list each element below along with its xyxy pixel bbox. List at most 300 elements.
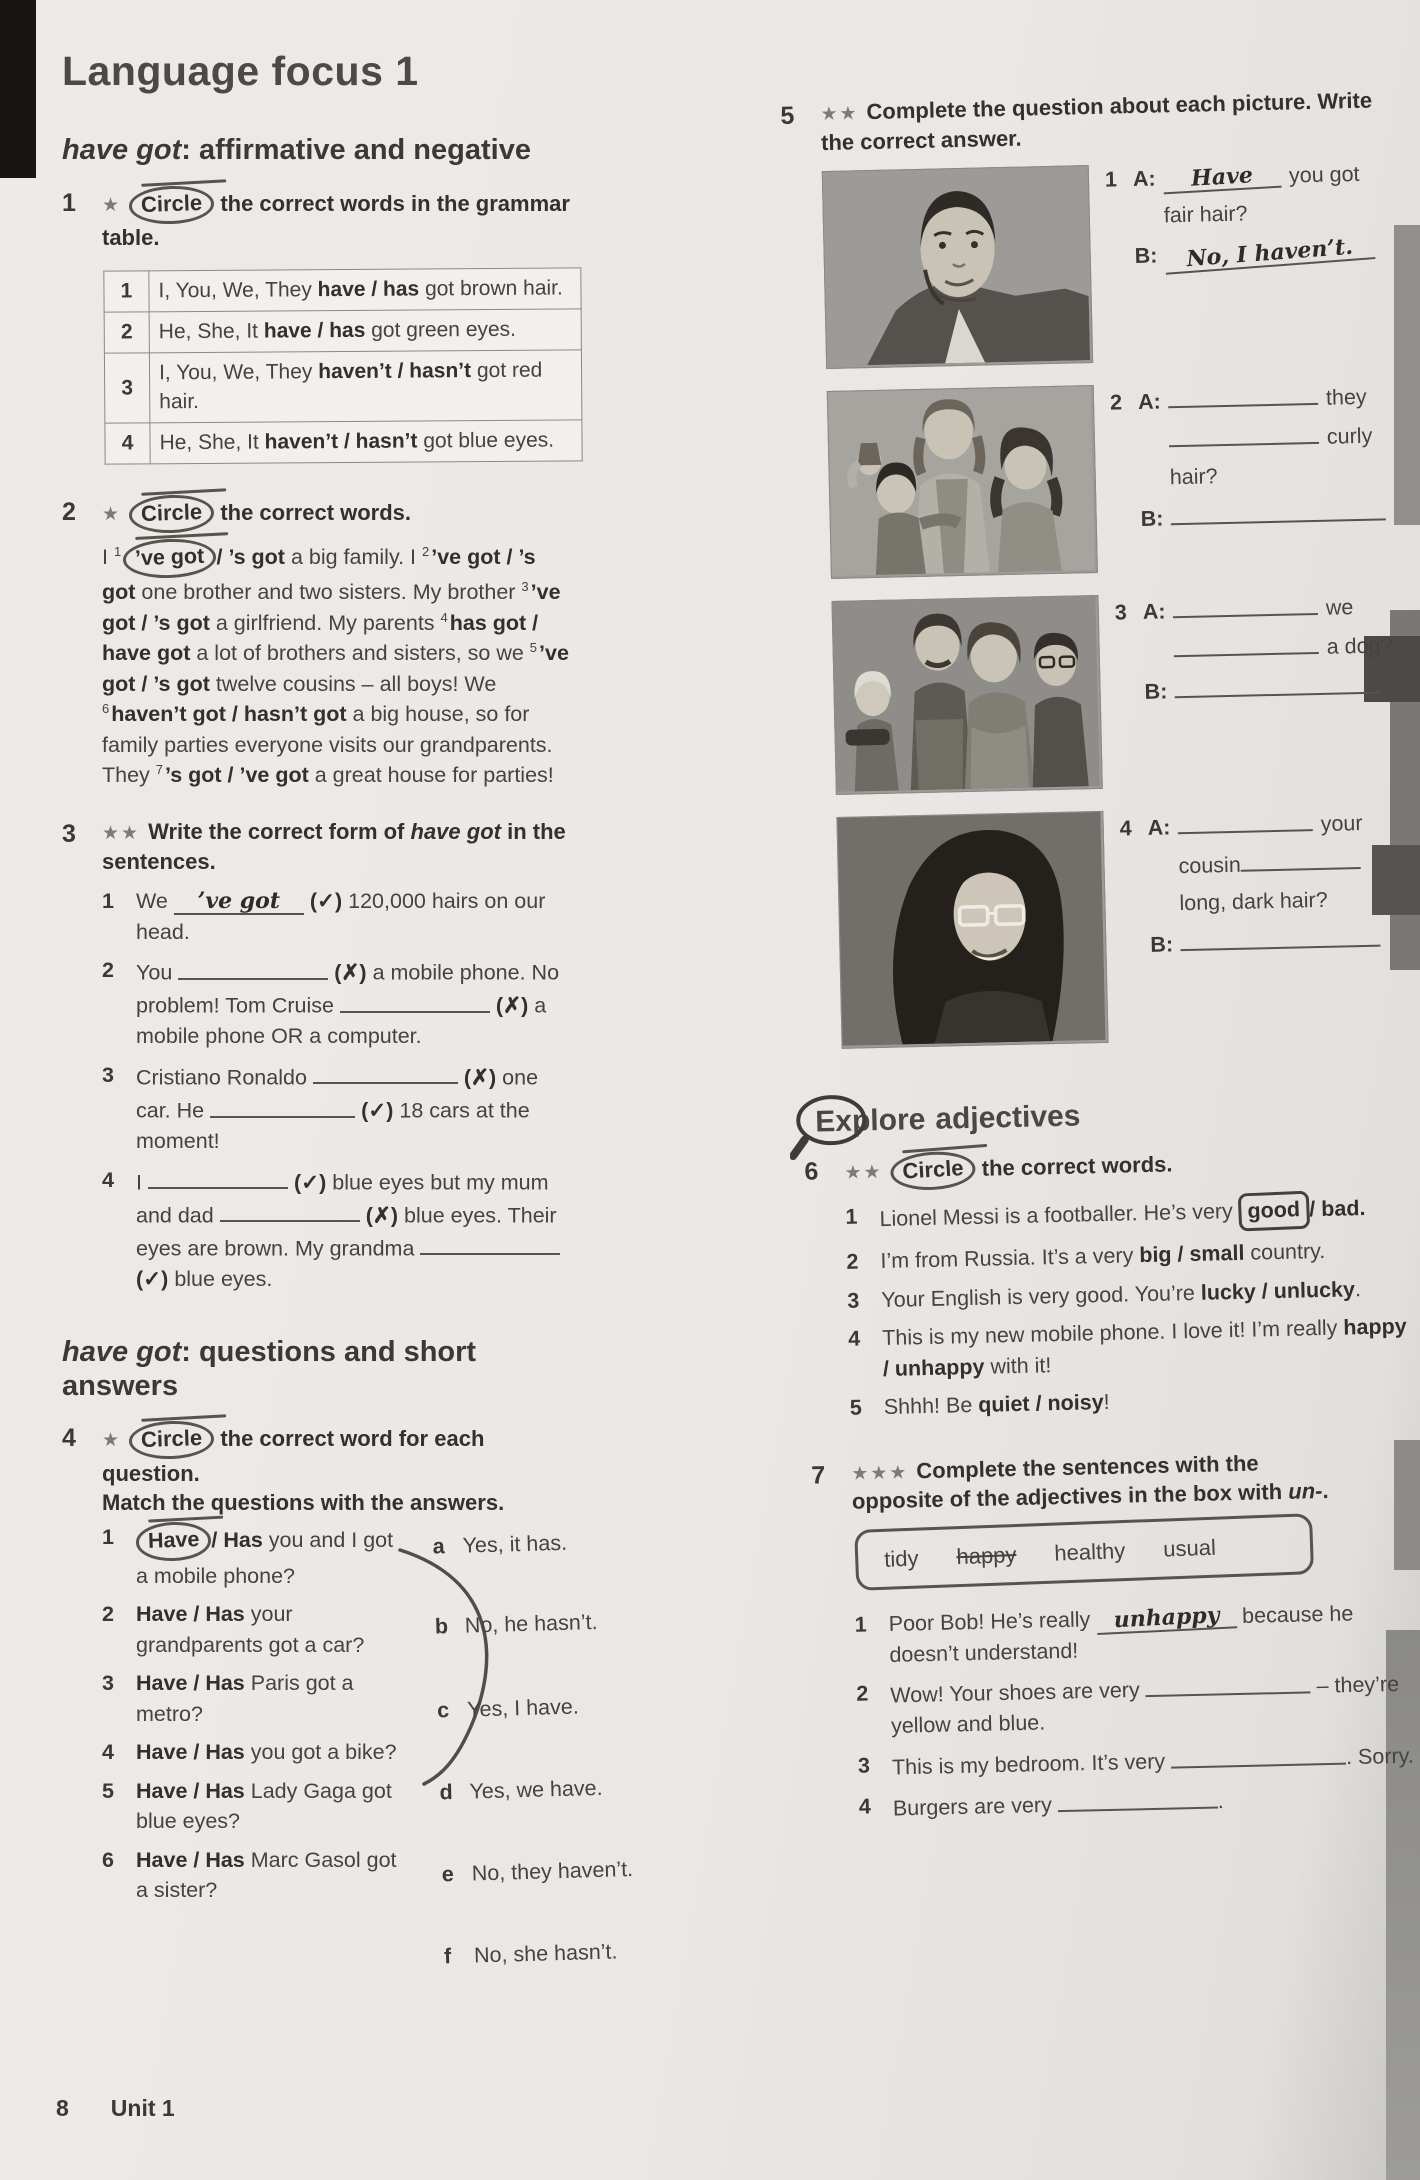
- item-text: [136, 886, 572, 947]
- exercise-3: [62, 817, 572, 1303]
- answer-item: [434, 1607, 597, 1642]
- item-number: 1: [845, 1204, 858, 1229]
- text: blue eyes. Their eyes are brown. My grandma: [136, 1203, 557, 1261]
- answer-blank: [174, 890, 304, 915]
- dialogue-line: [1110, 379, 1388, 418]
- dialogue-line: [1121, 883, 1399, 920]
- answer-letter: c: [436, 1698, 450, 1723]
- dialogue-line: [1120, 844, 1398, 883]
- speaker-b-label: B:: [1144, 679, 1168, 705]
- item-text: [136, 955, 572, 1052]
- answer-blank: [1174, 669, 1380, 698]
- circle-keyword: Circle: [890, 1149, 977, 1192]
- text: Poor Bob! He’s really: [888, 1607, 1097, 1637]
- item-number: 1: [1104, 167, 1118, 193]
- text: .: [1354, 1276, 1362, 1301]
- row-pre: He, She, It: [158, 319, 264, 344]
- choice: Have / Has: [136, 1778, 245, 1803]
- choice: / bad.: [1308, 1195, 1366, 1221]
- text: country.: [1244, 1239, 1326, 1265]
- picture-2: [827, 385, 1098, 579]
- title-text: in the sentences.: [102, 818, 566, 874]
- exercise-7: [811, 1445, 1419, 1834]
- spacer: [1107, 263, 1135, 264]
- dialogue-2: [1094, 379, 1391, 574]
- explore-topic: adjectives: [934, 1099, 1081, 1137]
- item-number: 4: [102, 1740, 114, 1765]
- sentence-item: [846, 1234, 1407, 1277]
- circled-answer: ’ve got: [123, 537, 218, 579]
- title-text: Complete the sentences with the: [916, 1450, 1259, 1484]
- dialogue-line: [1106, 236, 1384, 273]
- picture-question-row: [832, 589, 1396, 796]
- circle-keyword: Circle: [128, 184, 214, 225]
- item-number: 2: [102, 958, 114, 983]
- prefix-italic: un-: [1287, 1478, 1323, 1505]
- text: . Sorry.: [1345, 1743, 1415, 1770]
- item-number: 5: [102, 1778, 114, 1803]
- text: a mobile phone. No problem! Tom Cruise: [136, 960, 560, 1018]
- section-heading-affirmative: [62, 134, 572, 167]
- word-healthy: healthy: [1053, 1538, 1126, 1566]
- exercise-6-number: 6: [804, 1157, 819, 1186]
- item-number: 3: [847, 1288, 860, 1313]
- cross-mark: (✗): [334, 960, 367, 985]
- text: opposite of the adjectives in the box with: [851, 1479, 1289, 1515]
- speaker-b-label: B:: [1140, 506, 1164, 531]
- table-row: [105, 420, 582, 464]
- table-row: [104, 268, 581, 312]
- speaker-a-label: A:: [1147, 815, 1171, 840]
- speaker-a-label: A:: [1137, 389, 1162, 414]
- difficulty-stars: ★★: [820, 103, 859, 126]
- spacer: [1117, 699, 1145, 700]
- text: your: [1320, 810, 1363, 836]
- answer-blank: [420, 1231, 560, 1256]
- adjective-word-box: [854, 1513, 1314, 1591]
- item-text: [136, 1845, 402, 1906]
- choice-number: 1: [113, 543, 122, 559]
- sentence-item: [856, 1666, 1417, 1742]
- row-post: got brown hair.: [419, 276, 563, 301]
- text: Shhh! Be: [883, 1393, 979, 1420]
- text: a great house for parties!: [308, 763, 554, 788]
- exercise-3-number: 3: [62, 819, 76, 848]
- answer-item: [439, 1773, 603, 1808]
- answer-text: Yes, I have.: [466, 1694, 580, 1722]
- text: Marc Gasol got a sister?: [136, 1847, 397, 1903]
- exercise-2-title: [102, 495, 572, 533]
- choice: Have / Has: [136, 1847, 245, 1872]
- dialogue-line: [1106, 195, 1384, 232]
- cross-mark: (✗): [495, 993, 529, 1018]
- speaker-a-label: A:: [1132, 166, 1156, 192]
- speaker-b-label: B:: [1134, 243, 1158, 269]
- cross-mark: (✗): [365, 1203, 399, 1228]
- choice-sep: /: [211, 1528, 224, 1553]
- text: a big house, so for family parties everyone visits our grandparents. They: [102, 702, 553, 788]
- woman-long-hair-glasses-illustration: [837, 812, 1105, 1046]
- title-text: the correct words.: [975, 1151, 1173, 1181]
- row-pre: I, You, We, They: [158, 278, 318, 303]
- magnifier-icon: [789, 1093, 874, 1161]
- answer-text: No, he hasn’t.: [464, 1609, 598, 1638]
- answer-blank: [1240, 845, 1361, 872]
- row-number: 4: [105, 423, 150, 464]
- item-number: 1: [102, 1525, 114, 1550]
- item-text: [880, 1234, 1407, 1276]
- sentence-item: [102, 886, 572, 947]
- page-number: 8: [56, 2095, 69, 2121]
- choice: haven’t got / hasn’t got: [111, 702, 347, 727]
- answer-blank: [1145, 1669, 1311, 1697]
- title-text: Complete the question about each picture. Write the correct answer.: [820, 87, 1373, 155]
- difficulty-stars: ★: [102, 504, 122, 525]
- choice: big / small: [1139, 1240, 1245, 1268]
- dialogue-line: [1105, 159, 1383, 196]
- text: This is my new mobile phone. I love it! I’m really: [881, 1315, 1344, 1351]
- sentence-item: [102, 1060, 572, 1157]
- item-text: [892, 1738, 1419, 1783]
- difficulty-stars: ★: [102, 1430, 122, 1451]
- exercise-6-title: [844, 1141, 1405, 1191]
- text: I: [136, 1170, 148, 1195]
- scan-edge-strip: [1394, 225, 1420, 525]
- answer-text: No, she hasn’t.: [473, 1939, 618, 1968]
- text: curly: [1326, 423, 1373, 449]
- difficulty-stars: ★: [102, 194, 122, 216]
- exercise-1: [62, 186, 572, 469]
- dialogue-line: [1116, 669, 1394, 708]
- text: one car. He: [136, 1065, 539, 1123]
- text: one brother and two sisters. My brother: [135, 580, 522, 605]
- item-number: 2: [1109, 390, 1123, 415]
- dialogue-3: [1098, 589, 1395, 790]
- item-number: 2: [846, 1249, 859, 1274]
- sentence-item: [845, 1189, 1406, 1239]
- row-choice: have / has: [263, 318, 366, 343]
- title-text: Write the correct form of: [148, 818, 411, 844]
- choice-number: 3: [521, 579, 529, 595]
- circle-keyword: Circle: [128, 1420, 214, 1461]
- heading-rest: : questions and short answers: [62, 1336, 477, 1402]
- text: you got: [1288, 162, 1360, 188]
- item-text: [890, 1666, 1417, 1742]
- text: your grandparents got a car?: [136, 1602, 365, 1657]
- text: Lady Gaga got blue eyes?: [136, 1778, 392, 1834]
- item-text: [136, 1060, 572, 1157]
- exercise-4-number: 4: [62, 1424, 76, 1452]
- answer-blank: [178, 955, 328, 980]
- exercise-1-title: [102, 186, 572, 253]
- tick-mark: (✓): [361, 1098, 394, 1123]
- answer-blank: [1177, 807, 1313, 835]
- sentence-item: [847, 1273, 1408, 1316]
- answer-blank: [1173, 629, 1319, 657]
- grammar-table: [103, 267, 582, 464]
- answer-blank: [148, 1165, 288, 1190]
- dialogue-line: [1112, 495, 1390, 534]
- answer-blank: [1162, 163, 1281, 194]
- word-tidy: tidy: [883, 1545, 919, 1572]
- sentence-item: [102, 955, 572, 1052]
- dialogue-line: [1111, 457, 1389, 494]
- exercise-4: [62, 1421, 634, 2002]
- tick-mark: (✓): [136, 1266, 169, 1291]
- text: a big family. I: [284, 544, 422, 569]
- answer-blank: [1057, 1784, 1218, 1812]
- text: .: [1217, 1789, 1224, 1814]
- table-row: [104, 349, 581, 423]
- row-pre: I, You, We, They: [158, 359, 319, 384]
- answer-item: [441, 1854, 633, 1890]
- answer-letter: e: [441, 1862, 455, 1887]
- text: cousin: [1178, 852, 1242, 879]
- text: a mobile phone OR a computer.: [136, 993, 547, 1049]
- text: I: [102, 544, 114, 569]
- exercise-4-title: [102, 1421, 572, 1518]
- answer-blank: [1170, 495, 1386, 524]
- answer-item: [437, 1692, 579, 1726]
- row-post: got blue eyes.: [417, 428, 555, 453]
- tick-mark: (✓): [293, 1170, 327, 1195]
- choice: ’ve got / ’s got: [102, 641, 569, 696]
- heading-italic-part: have got: [62, 134, 182, 167]
- exercise-5-number: 5: [780, 101, 795, 131]
- choice: happy / unhappy: [882, 1314, 1407, 1381]
- item-number: 5: [849, 1395, 863, 1421]
- text: blue eyes.: [168, 1266, 273, 1291]
- mother-with-children-waving-illustration: [828, 386, 1095, 576]
- sentence-item: [859, 1779, 1420, 1825]
- answer-item: [432, 1528, 567, 1562]
- dialogue-line: [1119, 805, 1397, 844]
- exercise-3-title: [102, 817, 572, 876]
- word-happy-crossed: happy: [956, 1542, 1017, 1570]
- answer-letter: f: [443, 1944, 452, 1969]
- text: Paris got a metro?: [136, 1671, 354, 1726]
- exercise-2: [62, 495, 572, 791]
- text: they: [1325, 384, 1367, 410]
- question-item: [102, 1845, 402, 1906]
- choice: ’ve got / ’s got: [102, 544, 536, 605]
- text: you and I got a mobile phone?: [136, 1528, 394, 1588]
- speaker-a-label: A:: [1142, 599, 1166, 624]
- exercise-2-number: 2: [62, 498, 76, 526]
- sentence-item: [849, 1380, 1410, 1423]
- dialogue-4: [1103, 805, 1401, 1044]
- answer-blank: [220, 1198, 360, 1223]
- row-choice: have / has: [317, 277, 420, 302]
- family-group-with-grandmother-illustration: [833, 596, 1100, 792]
- row-text: [149, 349, 581, 423]
- item-text: [893, 1779, 1420, 1824]
- young-man-portrait-illustration: [823, 166, 1090, 366]
- item-number: 3: [102, 1062, 114, 1087]
- cross-mark: (✗): [463, 1065, 497, 1090]
- explore-word: Explore: [814, 1103, 926, 1139]
- circle-keyword: Circle: [128, 494, 214, 535]
- text: hair?: [1169, 463, 1218, 489]
- sentence-item: [858, 1738, 1419, 1784]
- right-column: [780, 85, 1420, 1859]
- choice-number: 6: [102, 701, 110, 717]
- exercise-5-title: [820, 85, 1381, 157]
- text: twelve cousins – all boys! We: [209, 671, 497, 696]
- speaker-b-label: B:: [1150, 931, 1174, 957]
- answer-letter: a: [432, 1534, 445, 1559]
- item-number: 3: [857, 1753, 871, 1778]
- text: 18 cars at the moment!: [136, 1098, 530, 1154]
- item-number: 4: [102, 1167, 114, 1192]
- text: we: [1325, 595, 1354, 620]
- choice: quiet / noisy: [977, 1390, 1104, 1418]
- unit-label: Unit 1: [110, 2095, 175, 2121]
- text: you got a bike?: [244, 1740, 397, 1765]
- answer-blank: [340, 988, 490, 1013]
- difficulty-stars: ★★★: [851, 1462, 909, 1485]
- item-number: 1: [102, 889, 114, 914]
- item-number: 2: [102, 1602, 114, 1627]
- matching-grid: [102, 1522, 634, 2002]
- text: fair hair?: [1163, 201, 1248, 228]
- match-line-question1-to-d: [342, 1538, 512, 1808]
- answer-letter: b: [434, 1614, 449, 1639]
- exercise-1-number: 1: [62, 188, 76, 217]
- text: a girlfriend. My parents: [209, 610, 441, 635]
- answer-letter: d: [439, 1780, 453, 1805]
- text: a dog?: [1326, 633, 1393, 659]
- row-choice: haven’t / hasn’t: [318, 358, 472, 383]
- row-number: 1: [104, 271, 149, 312]
- spacer: [1123, 951, 1151, 952]
- answer-blank: [1168, 380, 1319, 408]
- row-pre: He, She, It: [159, 430, 265, 455]
- spacer: [1113, 526, 1141, 527]
- row-text: [149, 309, 581, 353]
- answer-blank: [1180, 922, 1381, 951]
- choice-number: 7: [155, 762, 164, 778]
- difficulty-stars: ★★: [102, 822, 141, 844]
- item-text: [883, 1380, 1410, 1422]
- heading-italic-part: have got: [62, 1336, 182, 1369]
- page-title: Language focus 1: [62, 48, 419, 94]
- exercise-1-title-text: the correct words in the grammar table.: [102, 190, 570, 251]
- choice: Have / Has: [136, 1671, 245, 1696]
- answer-text: Yes, it has.: [462, 1530, 568, 1558]
- picture-4: [836, 811, 1108, 1049]
- answer-text: No, they haven’t.: [471, 1857, 634, 1886]
- dialogue-line: [1115, 628, 1393, 667]
- row-text: [150, 420, 582, 464]
- text: !: [1103, 1390, 1110, 1415]
- answer-blank: [313, 1060, 458, 1085]
- dialogue-1: [1089, 159, 1386, 364]
- handwritten-answer: unhappy: [1112, 1602, 1220, 1634]
- answer-blank: [210, 1093, 355, 1118]
- answer-blank: [1164, 235, 1375, 275]
- dialogue-line: [1111, 418, 1389, 457]
- choice: ’ve got / ’s got: [102, 580, 561, 635]
- exercise-2-title-text: the correct words.: [214, 500, 412, 525]
- text: a lot of brothers and sisters, so we: [190, 641, 530, 666]
- text: Lionel Messi is a footballer. He’s very: [879, 1198, 1240, 1231]
- choice-number: 5: [529, 640, 538, 656]
- explore-heading: [805, 1089, 1404, 1145]
- item-number: 3: [102, 1671, 114, 1696]
- choice: Have / Has: [136, 1602, 245, 1627]
- handwritten-answer: ’ve got: [197, 888, 280, 915]
- text: .: [1322, 1478, 1329, 1504]
- picture-question-row: [822, 159, 1386, 370]
- text: Your English is very good. You’re: [881, 1280, 1202, 1312]
- text: I’m from Russia. It’s a very: [880, 1243, 1140, 1274]
- choice-sep: /: [216, 544, 229, 569]
- item-text: [879, 1189, 1406, 1238]
- title-text: the correct word for each question.: [102, 1426, 485, 1486]
- answer-blank: [1096, 1604, 1237, 1635]
- text: with it!: [984, 1352, 1052, 1379]
- picture-question-row: [827, 379, 1391, 580]
- text: Wow! Your shoes are very: [890, 1678, 1146, 1708]
- text: – they’re yellow and blue.: [890, 1672, 1400, 1739]
- heading-rest: : affirmative and negative: [181, 134, 531, 167]
- exercise-2-paragraph: [102, 539, 572, 791]
- tick-mark: (✓): [309, 889, 343, 914]
- picture-3: [832, 595, 1103, 795]
- row-post: got green eyes.: [365, 317, 517, 342]
- item-number: 4: [847, 1326, 861, 1352]
- choice: ’s got: [228, 544, 285, 569]
- item-text: [136, 1165, 572, 1295]
- exercise-6: [804, 1141, 1410, 1432]
- item-number: 4: [1119, 816, 1132, 841]
- item-text: [882, 1311, 1409, 1384]
- text: 120,000 hairs on our head.: [136, 889, 546, 944]
- picture-question-row: [836, 805, 1401, 1050]
- exercise-7-number: 7: [811, 1461, 826, 1490]
- choice: lucky / unlucky: [1200, 1276, 1356, 1305]
- sentence-item: [102, 1165, 572, 1295]
- item-number: 6: [102, 1847, 114, 1872]
- item-number: 1: [854, 1612, 867, 1638]
- choice: has got / have got: [102, 610, 539, 666]
- row-text: [149, 268, 581, 312]
- item-text: [881, 1273, 1408, 1315]
- choice-number: 4: [440, 609, 448, 625]
- circled-answer: Have: [135, 1521, 212, 1562]
- choice: Has: [223, 1528, 263, 1553]
- handwritten-answer: No, I haven’t.: [1185, 234, 1354, 273]
- answer-blank: [1169, 419, 1320, 447]
- choice-number: 2: [422, 543, 430, 559]
- answer-item: [444, 1937, 618, 1972]
- difficulty-stars: ★★: [844, 1161, 883, 1184]
- answer-text: Yes, we have.: [469, 1775, 603, 1804]
- title-text-line2: Match the questions with the answers.: [102, 1490, 505, 1516]
- text: This is my bedroom. It’s very: [891, 1749, 1172, 1780]
- section-heading-questions: [62, 1336, 572, 1403]
- scan-dark-corner: [0, 0, 36, 178]
- picture-1: [822, 165, 1093, 369]
- text: Cristiano Ronaldo: [136, 1065, 313, 1090]
- exercise-7-title: [851, 1445, 1412, 1517]
- text: long, dark hair?: [1179, 887, 1328, 915]
- text: We: [136, 889, 174, 914]
- sentence-item: [854, 1597, 1415, 1671]
- choice: ’s got / ’ve got: [165, 763, 309, 788]
- item-number: 4: [858, 1794, 872, 1819]
